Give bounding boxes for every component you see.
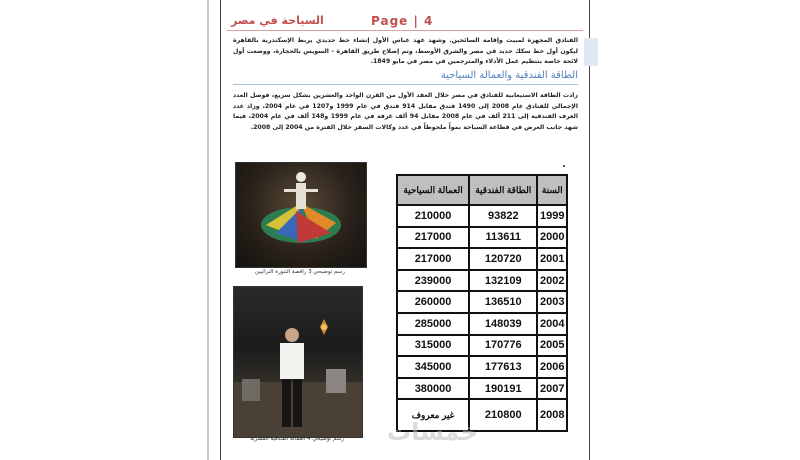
section-heading: الطاقة الفندقية والعمالة السياحية — [440, 70, 578, 81]
cell-capacity: 136510 — [469, 291, 537, 313]
cell-labor: 315000 — [397, 335, 469, 357]
cell-year: 2004 — [537, 313, 567, 335]
table-row — [397, 248, 567, 270]
header-hotel-capacity: الطاقة الفندقية — [469, 175, 537, 205]
table-row — [397, 356, 567, 378]
table-row — [397, 291, 567, 313]
watermark-logo: خمسات — [387, 418, 478, 446]
cell-capacity: 210800 — [469, 399, 537, 431]
table-header-row — [397, 175, 567, 205]
cell-capacity: 170776 — [469, 335, 537, 357]
cell-labor: 285000 — [397, 313, 469, 335]
header-year: السنة — [537, 175, 567, 205]
margin-highlight — [584, 38, 598, 66]
cell-year: 2007 — [537, 378, 567, 400]
cell-year: 2001 — [537, 248, 567, 270]
cell-year: 2002 — [537, 270, 567, 292]
table-row — [397, 335, 567, 357]
cell-year: 2006 — [537, 356, 567, 378]
cell-year: 2005 — [537, 335, 567, 357]
page-header — [221, 10, 589, 32]
tourism-data-table — [396, 174, 568, 432]
header-divider — [227, 30, 583, 31]
table-row — [397, 313, 567, 335]
cell-year: 2000 — [537, 227, 567, 249]
document-page — [220, 0, 590, 460]
cell-capacity: 93822 — [469, 205, 537, 227]
hotel-worker-image — [234, 287, 362, 437]
cell-labor: 210000 — [397, 205, 469, 227]
cell-capacity: 177613 — [469, 356, 537, 378]
cell-capacity: 113611 — [469, 227, 537, 249]
heading-divider — [233, 84, 578, 85]
cell-capacity: 148039 — [469, 313, 537, 335]
stray-mark — [563, 165, 565, 167]
staff-photo — [233, 286, 363, 438]
body-paragraph: زادت الطاقة الاستيعابية للفنادق في مصر خلال العقد الأول من القرن الواحد والعشرين بشكل سريع، فوصل العدد الإجمالي للفنادق عام 2008 إلى 1490 فندق مقابل 914 فندق في عام 1999 و1207 في عام 2004، وزاد عدد الغرف الفندقية إلى 211 ألف في عام 2008 مقابل 94 ألف غرفة في عام 1999 و148 ألف في عام 2004، فيما شهد جانب العرض في قطاعة السياحة نمواً ملحوظاً في عدد وكالات السفر خلال الفترة من 2004 إلى 2008. — [233, 92, 579, 131]
cell-labor: 239000 — [397, 270, 469, 292]
cell-year: 2003 — [537, 291, 567, 313]
intro-paragraph: الفنادق المجهزة لمبيت وإقامة السائحين. وشهد عهد عباس الأول إنشاء خط حديدي يربط الإسكندرية بالقاهرة ليكون أول خط سكك حديد في مصر والشرق الأوسط، وتم إصلاح طريق القاهرة - السويس بالحجارة، ووضعت أول لائحة خاصة بتنظيم عمل الأدلاء والمترجمين في مصر في مايو 1849. — [233, 37, 578, 65]
tanoura-dancer-image — [236, 163, 366, 267]
cell-labor: غير معروف — [397, 399, 469, 431]
cell-labor: 217000 — [397, 248, 469, 270]
page-number: Page | 4 — [371, 14, 434, 28]
dancer-photo — [235, 162, 367, 268]
table-row — [397, 205, 567, 227]
photo-caption-2: رسم توضيحي 4 العمالة الفندقية المصرية — [250, 436, 344, 442]
table-row — [397, 378, 567, 400]
cell-labor: 345000 — [397, 356, 469, 378]
cell-labor: 380000 — [397, 378, 469, 400]
table-row — [397, 227, 567, 249]
cell-year: 1999 — [537, 205, 567, 227]
cell-capacity: 190191 — [469, 378, 537, 400]
cell-capacity: 132109 — [469, 270, 537, 292]
table-row — [397, 270, 567, 292]
cell-labor: 260000 — [397, 291, 469, 313]
cell-year: 2008 — [537, 399, 567, 431]
header-tourism-labor: العمالة السياحية — [397, 175, 469, 205]
header-title: السياحة في مصر — [231, 14, 324, 27]
photo-caption-1: رسم توضيحي 3 راقصة التنورة التراثيين — [255, 269, 345, 275]
cell-capacity: 120720 — [469, 248, 537, 270]
cell-labor: 217000 — [397, 227, 469, 249]
viewer-left-edge — [207, 0, 209, 460]
